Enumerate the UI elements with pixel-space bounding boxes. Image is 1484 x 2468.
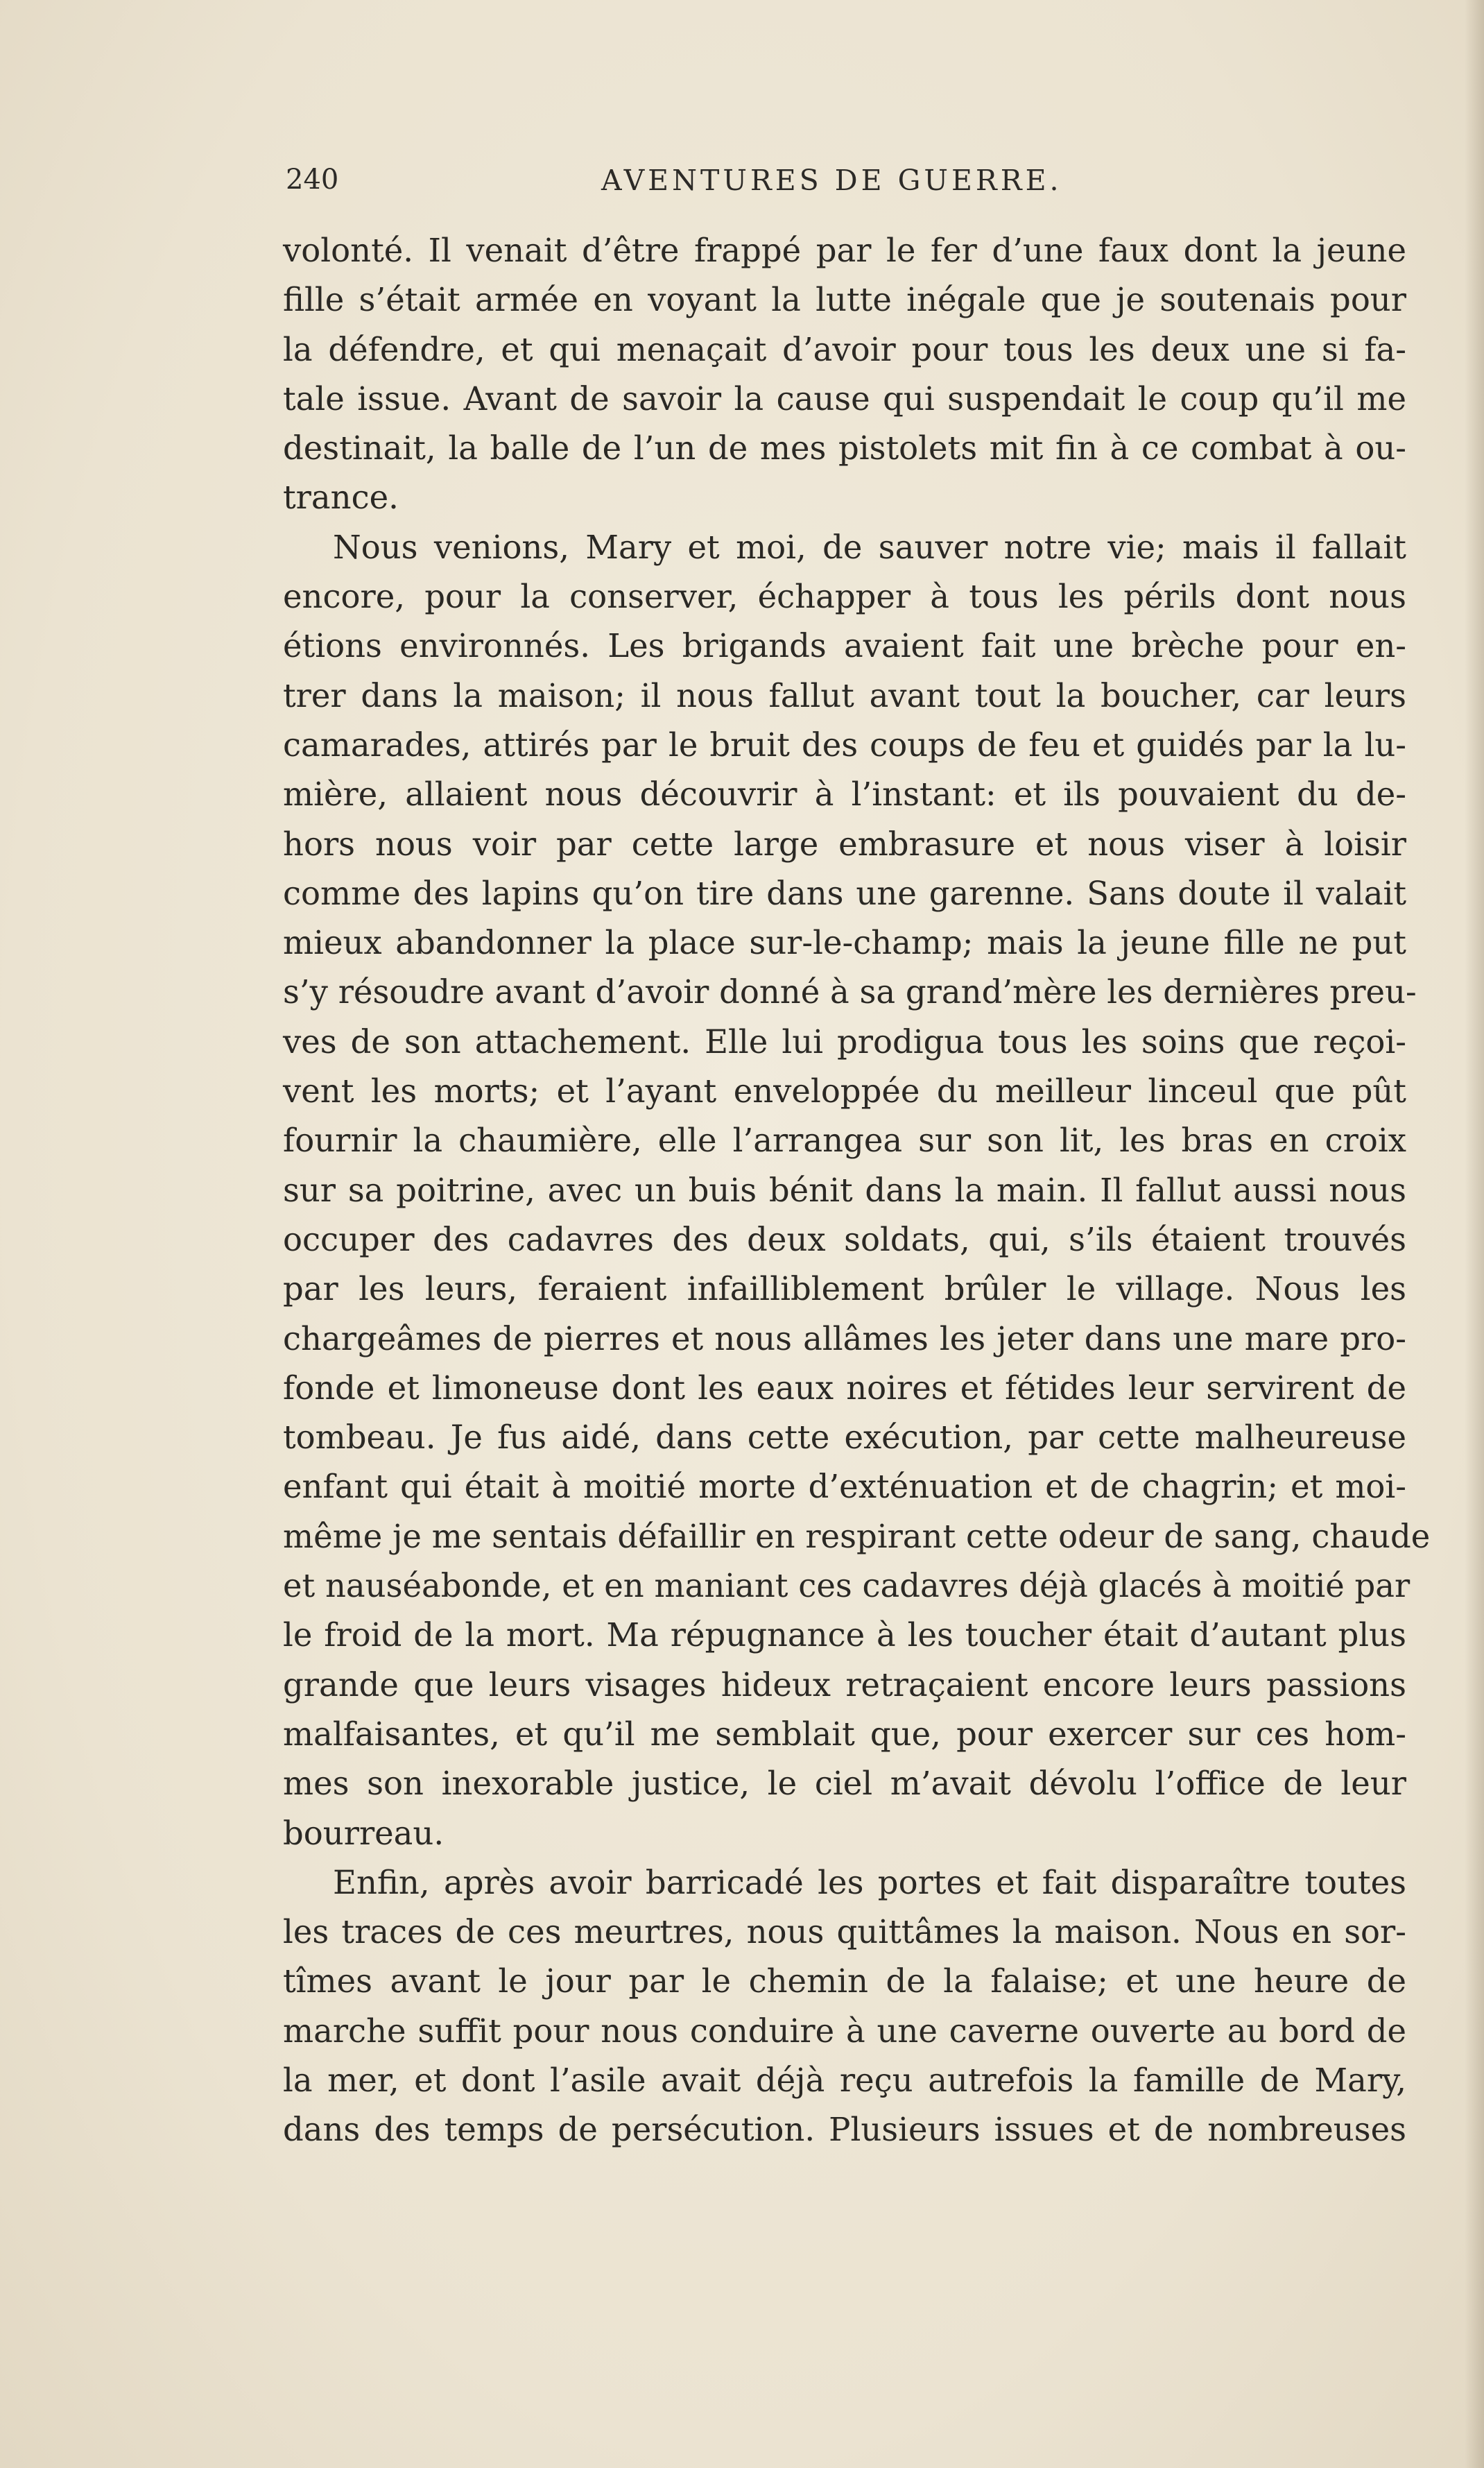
text-line: destinait, la balle de l’un de mes pistolets mit fin à ce combat à ou-: [283, 429, 1406, 468]
text-line: tombeau. Je fus aidé, dans cette exécution, par cette malheureuse: [283, 1419, 1406, 1457]
text-line: camarades, attirés par le bruit des coups de feu et guidés par la lu-: [283, 726, 1406, 764]
text-line: vent les morts; et l’ayant enveloppée du meilleur linceul que pût: [283, 1072, 1406, 1111]
text-line: dans des temps de persécution. Plusieurs issues et de nombreuses: [283, 2111, 1406, 2149]
text-line: le froid de la mort. Ma répugnance à les toucher était d’autant plus: [283, 1616, 1406, 1654]
running-title: AVENTURES DE GUERRE.: [601, 164, 1062, 197]
text-line: Enfin, après avoir barricadé les portes et fait disparaître toutes: [333, 1863, 1406, 1901]
text-line: enfant qui était à moitié morte d’exténuation et de chagrin; et moi-: [283, 1468, 1406, 1506]
text-line: fournir la chaumière, elle l’arrangea sur son lit, les bras en croix: [283, 1122, 1406, 1160]
text-line: ves de son attachement. Elle lui prodigua tous les soins que reçoi-: [283, 1022, 1406, 1061]
text-line: chargeâmes de pierres et nous allâmes les jeter dans une mare pro-: [283, 1319, 1406, 1357]
text-line: Nous venions, Mary et moi, de sauver notre vie; mais il fallait: [333, 528, 1406, 566]
page-edge-shadow: [1465, 0, 1484, 2468]
text-line: trer dans la maison; il nous fallut avant tout la boucher, car leurs: [283, 676, 1406, 714]
text-line: fonde et limoneuse dont les eaux noires et fétides leur servirent de: [283, 1369, 1406, 1407]
text-line: encore, pour la conserver, échapper à tous les périls dont nous: [283, 578, 1406, 616]
text-line: mière, allaient nous découvrir à l’instant: et ils pouvaient du de-: [283, 775, 1406, 814]
text-line: volonté. Il venait d’être frappé par le fer d’une faux dont la jeune: [283, 232, 1406, 269]
text-line: les traces de ces meurtres, nous quittâmes la maison. Nous en sor-: [283, 1913, 1406, 1951]
text-line: étions environnés. Les brigands avaient fait une brèche pour en-: [283, 627, 1406, 665]
text-line: la défendre, et qui menaçait d’avoir pour tous les deux une si fa-: [283, 330, 1406, 368]
text-line: même je me sentais défaillir en respirant cette odeur de sang, chaude: [283, 1517, 1431, 1555]
text-line: sur sa poitrine, avec un buis bénit dans la main. Il fallut aussi nous: [283, 1171, 1406, 1209]
text-line: hors nous voir par cette large embrasure et nous viser à loisir: [283, 825, 1406, 863]
text-line: marche suffit pour nous conduire à une caverne ouverte au bord de: [283, 2012, 1406, 2050]
text-line: et nauséabonde, et en maniant ces cadavres déjà glacés à moitié par: [283, 1567, 1410, 1605]
text-line: occuper des cadavres des deux soldats, qui, s’ils étaient trouvés: [283, 1220, 1406, 1258]
text-line: par les leurs, feraient infailliblement brûler le village. Nous les: [283, 1270, 1406, 1308]
body-text: [283, 226, 1431, 2155]
text-line: fille s’était armée en voyant la lutte inégale que je soutenais pour: [283, 281, 1406, 319]
text-line: malfaisantes, et qu’il me semblait que, pour exercer sur ces hom-: [283, 1715, 1406, 1753]
text-line: mieux abandonner la place sur-le-champ; mais la jeune fille ne put: [283, 924, 1406, 962]
page-number: 240: [286, 164, 339, 196]
text-line: trance.: [283, 479, 399, 517]
text-line: la mer, et dont l’asile avait déjà reçu autrefois la famille de Mary,: [283, 2061, 1406, 2099]
text-line: comme des lapins qu’on tire dans une garenne. Sans doute il valait: [283, 874, 1406, 912]
running-head: [286, 164, 1404, 205]
text-line: bourreau.: [283, 1814, 445, 1852]
text-line: mes son inexorable justice, le ciel m’avait dévolu l’office de leur: [283, 1765, 1406, 1803]
text-line: grande que leurs visages hideux retraçaient encore leurs passions: [283, 1665, 1406, 1704]
text-line: tîmes avant le jour par le chemin de la falaise; et une heure de: [283, 1962, 1406, 2000]
text-line: tale issue. Avant de savoir la cause qui suspendait le coup qu’il me: [283, 379, 1406, 418]
text-line: s’y résoudre avant d’avoir donné à sa grand’mère les dernières preu-: [283, 973, 1417, 1011]
